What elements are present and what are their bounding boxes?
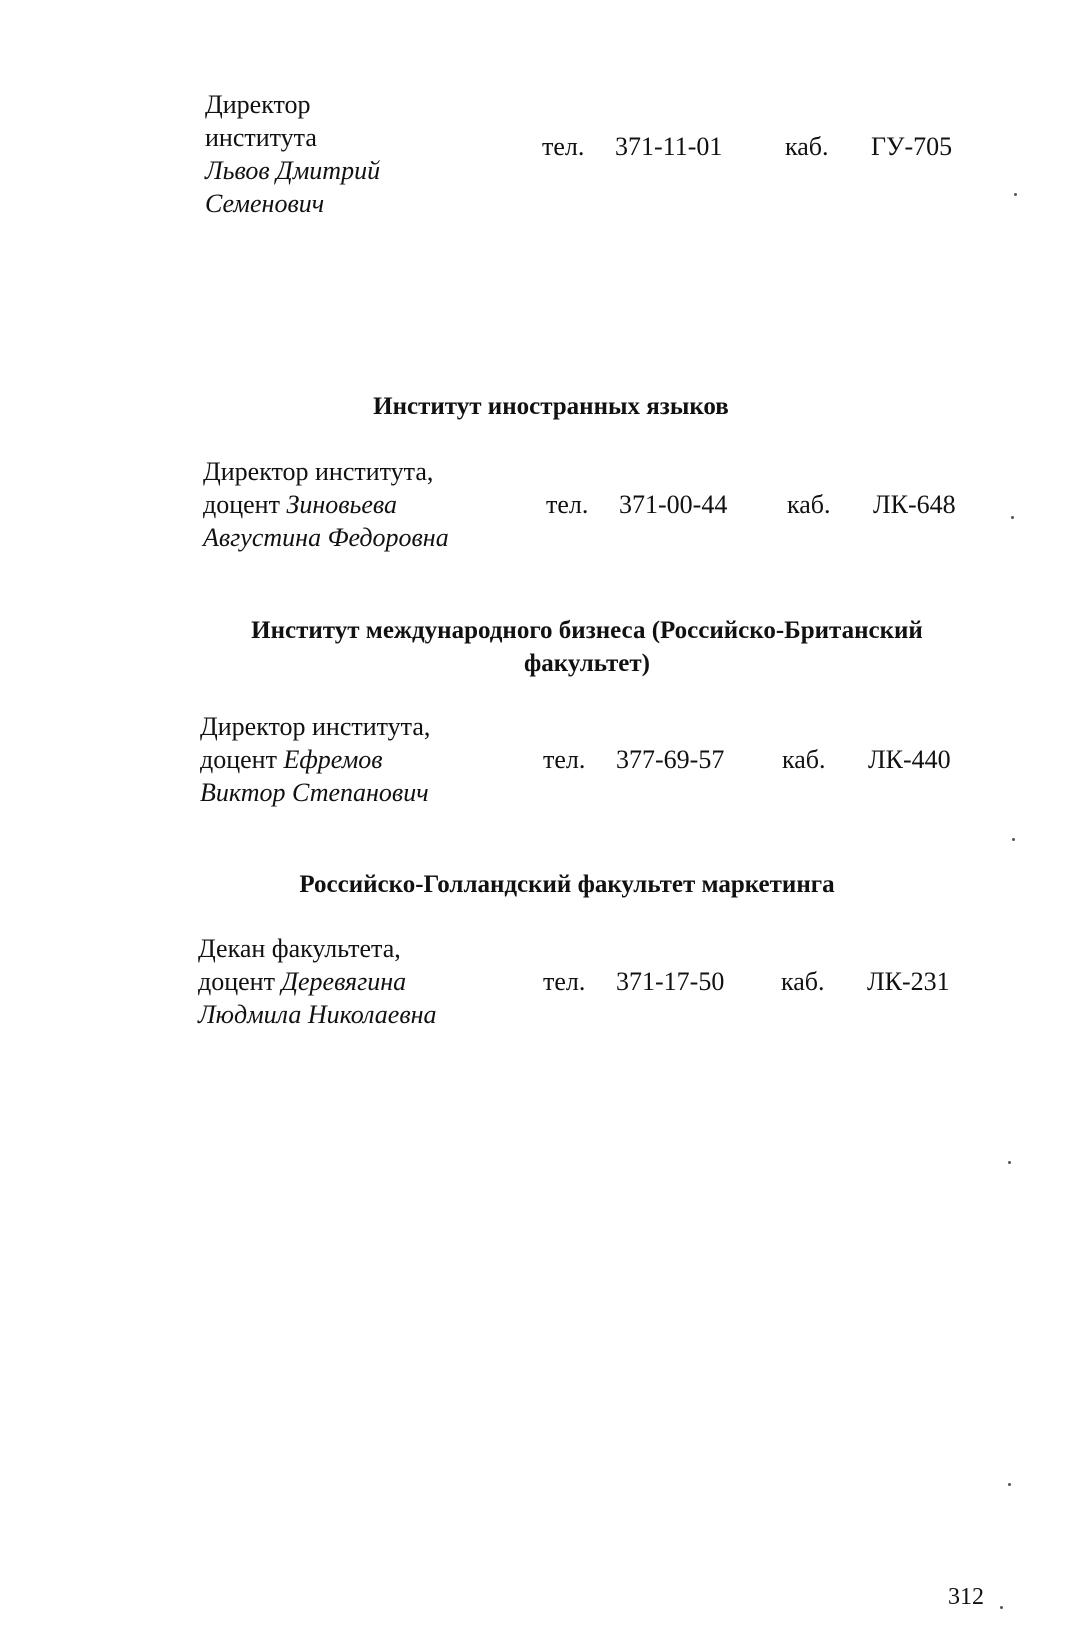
entry-dean-4 [198,932,998,1032]
person-block [205,88,380,220]
phone-number: 371-17-50 [616,967,725,996]
role-line: Декан факультета, [198,934,401,963]
role-line: Директор [205,90,311,119]
academic-title: доцент [200,745,277,774]
academic-title: доцент [198,967,275,996]
person-block [198,932,437,1031]
person-block [200,710,430,809]
room-number: ЛК-231 [867,967,950,996]
person-surname: Деревягина [281,967,407,996]
person-surname: Ефремов [283,745,383,774]
entry-director-3 [200,710,1000,810]
role-line: института [205,123,317,152]
entry-director-1 [205,88,1005,228]
person-surname: Зиновьева [286,490,398,519]
phone-number: 371-00-44 [619,490,728,519]
scan-speck [1012,838,1015,841]
scan-speck [1008,1161,1011,1164]
person-given-names: Августина Федоровна [203,523,449,552]
phone-label: тел. [543,745,586,774]
room-label: каб. [787,490,831,519]
scan-speck [1014,193,1017,196]
section-title: Институт иностранных языков [373,393,729,420]
phone-number: 371-11-01 [615,132,723,161]
room-number: ЛК-440 [868,745,951,774]
scan-speck [1008,1483,1011,1486]
section-title-line: факультет) [523,650,650,677]
phone-label: тел. [542,132,585,161]
role-line: Директор института, [200,712,431,741]
academic-title: доцент [203,490,280,519]
phone-label: тел. [543,967,586,996]
section-title-line: Институт международного бизнеса (Российско-Британский [251,617,923,644]
scan-speck [1011,516,1014,519]
room-label: каб. [781,967,825,996]
person-name: Семенович [205,189,325,218]
scan-speck [1000,1606,1003,1609]
entry-director-2 [203,455,1003,555]
person-block [203,455,449,554]
room-label: каб. [782,745,826,774]
role-line: Директор института, [203,457,434,486]
room-number: ГУ-705 [871,132,953,161]
phone-number: 377-69-57 [616,745,725,774]
person-given-names: Людмила Николаевна [198,1000,437,1029]
phone-label: тел. [546,490,589,519]
person-given-names: Виктор Степанович [200,778,429,807]
room-label: каб. [785,132,829,161]
section-title: Российско-Голландский факультет маркетинга [299,871,835,898]
page-number: 312 [948,1584,984,1610]
room-number: ЛК-648 [873,490,956,519]
person-name: Львов Дмитрий [205,156,381,185]
